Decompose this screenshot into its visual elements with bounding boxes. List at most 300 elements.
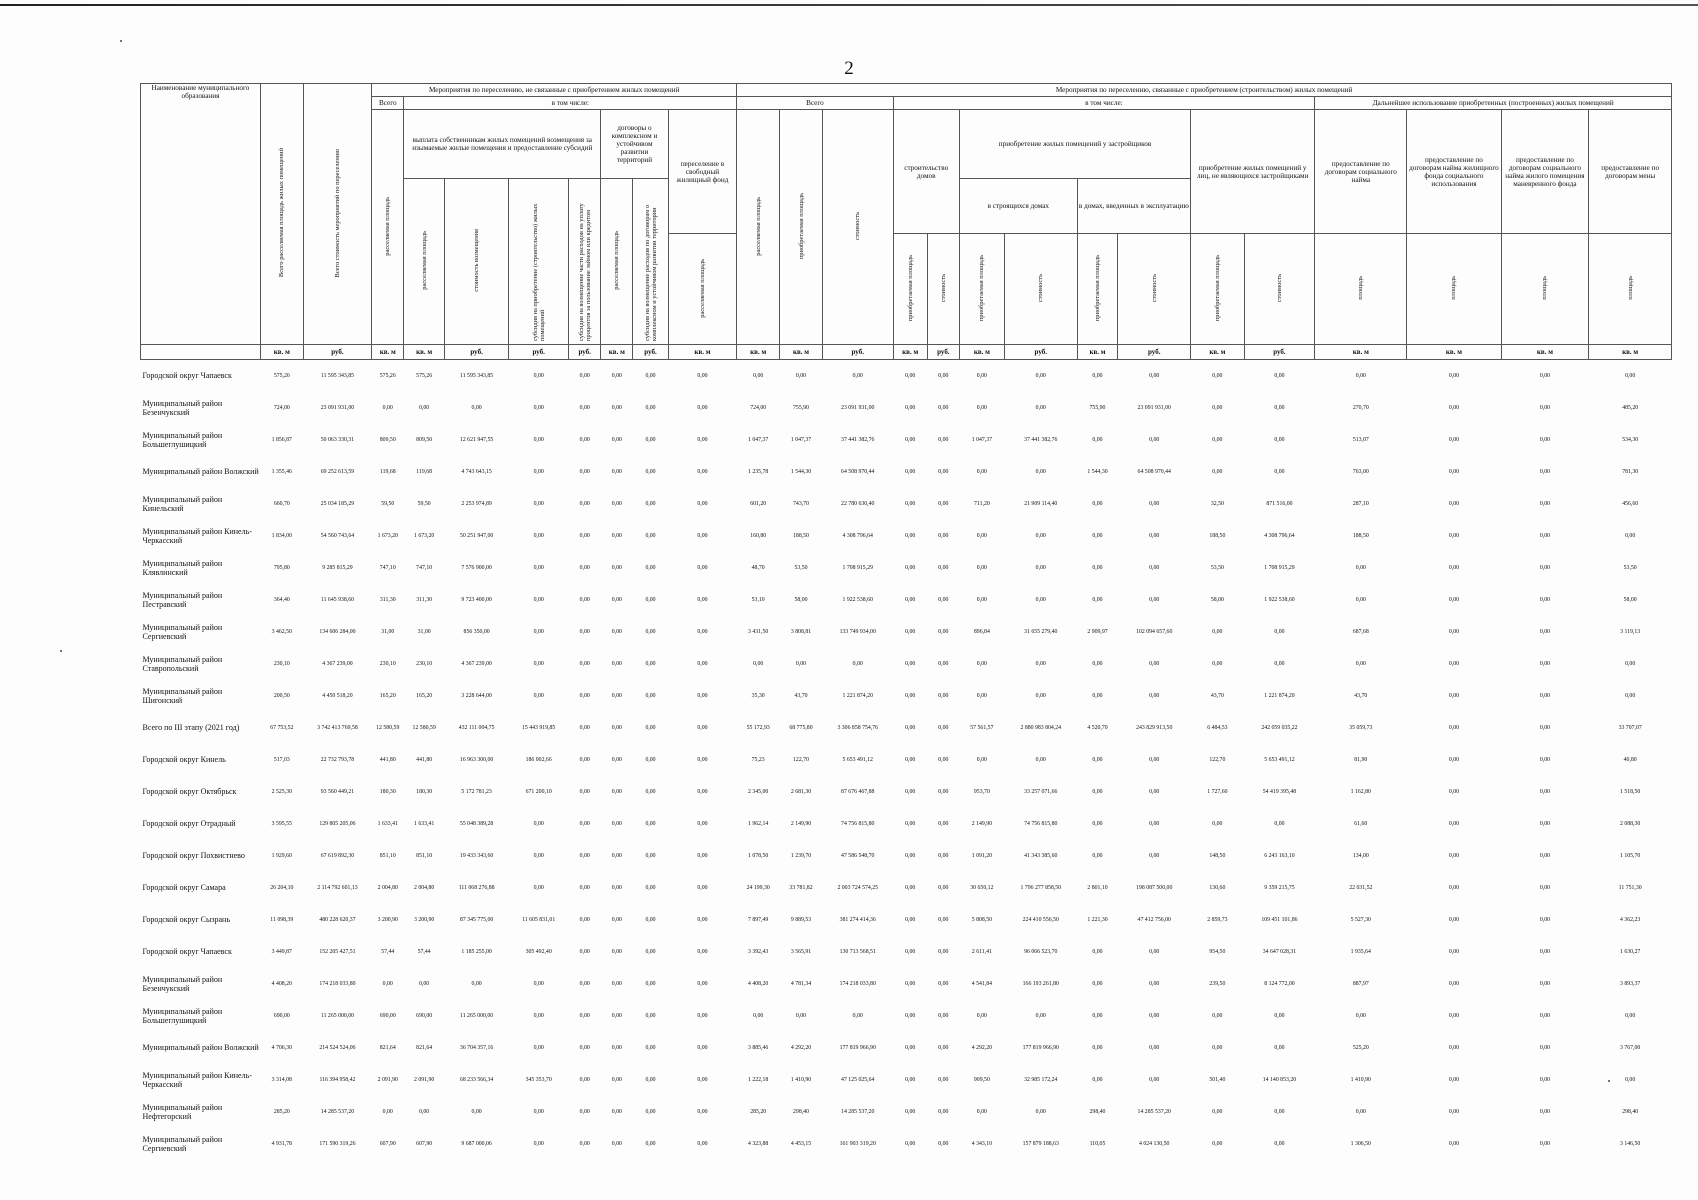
table-cell: 0,00 bbox=[579, 948, 590, 955]
table-cell: 0,00 bbox=[1274, 660, 1285, 667]
table-cell: 0,00 bbox=[645, 948, 656, 955]
table-cell: 130 713 568,51 bbox=[839, 948, 876, 955]
table-cell: 59,50 bbox=[417, 500, 431, 507]
table-cell: 2 088,30 bbox=[1620, 820, 1641, 827]
table-cell: 0,00 bbox=[976, 1108, 987, 1115]
table-cell: 1 518,50 bbox=[1620, 788, 1641, 795]
header-v-tom-chisle-1: в том числе: bbox=[404, 97, 737, 110]
table-cell: 188,50 bbox=[793, 532, 809, 539]
table-cell: 0,00 bbox=[645, 1012, 656, 1019]
table-cell: 0,00 bbox=[852, 1012, 863, 1019]
table-cell: 0,00 bbox=[611, 852, 622, 859]
row-name: Муниципальный район Большеглушицкий bbox=[142, 1006, 223, 1025]
unit-cell: руб. bbox=[1244, 345, 1315, 360]
table-cell: 364,40 bbox=[273, 596, 290, 603]
row-name: Муниципальный район Кинель-Черкасский bbox=[142, 526, 252, 545]
table-row bbox=[141, 1032, 1672, 1064]
table-cell: 14 285 537,20 bbox=[1137, 1108, 1171, 1115]
table-cell: 0,00 bbox=[697, 500, 708, 507]
table-cell: 0,00 bbox=[611, 692, 622, 699]
table-cell: 12 580,59 bbox=[412, 724, 436, 731]
table-cell: 11 265 000,00 bbox=[320, 1012, 355, 1019]
table-cell: 0,00 bbox=[1448, 692, 1460, 699]
table-cell: 0,00 bbox=[533, 980, 544, 987]
header-acq-non-developers: приобретение жилых помещений у лиц, не являющихся застройщиками bbox=[1191, 110, 1315, 234]
table-cell: 174 218 033,80 bbox=[319, 980, 356, 987]
header-acq-developers: приобретение жилых помещений у застройщиков bbox=[959, 110, 1190, 179]
table-cell: 23 091 931,00 bbox=[320, 404, 355, 411]
table-cell: 311,30 bbox=[379, 596, 396, 603]
table-cell: 0,00 bbox=[905, 532, 916, 539]
table-cell: 0,00 bbox=[1539, 596, 1551, 603]
row-name: Городской округ Октябрьск bbox=[142, 787, 237, 796]
table-cell: 0,00 bbox=[697, 820, 708, 827]
table-cell: 0,00 bbox=[1448, 756, 1460, 763]
table-cell: 0,00 bbox=[1625, 372, 1636, 379]
table-cell: 81,90 bbox=[1354, 756, 1368, 763]
table-cell: 0,00 bbox=[1448, 660, 1460, 667]
table-cell: 0,00 bbox=[419, 980, 430, 987]
unit-cell: руб. bbox=[444, 345, 508, 360]
table-cell: 177 819 966,90 bbox=[1022, 1044, 1059, 1051]
table-cell: 0,00 bbox=[697, 436, 708, 443]
table-cell: 0,00 bbox=[905, 788, 916, 795]
scan-speck bbox=[120, 40, 122, 42]
table-cell: 747,10 bbox=[379, 564, 396, 571]
table-cell: 0,00 bbox=[1448, 980, 1460, 987]
table-row bbox=[141, 424, 1672, 456]
table-cell: 32 985 172,24 bbox=[1024, 1076, 1058, 1083]
table-cell: 1 544,30 bbox=[1087, 468, 1108, 475]
table-cell: 0,00 bbox=[697, 628, 708, 635]
table-cell: 0,00 bbox=[697, 596, 708, 603]
table-cell: 0,00 bbox=[938, 532, 949, 539]
table-cell: 0,00 bbox=[645, 884, 656, 891]
table-cell: 0,00 bbox=[1448, 788, 1460, 795]
table-cell: 0,00 bbox=[1539, 820, 1551, 827]
header-contracts: договоры о комплексном и устойчивом развитии территорий bbox=[601, 110, 668, 179]
table-cell: 67 753,52 bbox=[270, 724, 294, 731]
table-cell: 0,00 bbox=[645, 756, 656, 763]
table-cell: 0,00 bbox=[579, 756, 590, 763]
table-cell: 0,00 bbox=[1035, 660, 1046, 667]
table-cell: 31,00 bbox=[417, 628, 431, 635]
table-cell: 0,00 bbox=[1274, 1012, 1285, 1019]
table-cell: 0,00 bbox=[1539, 660, 1551, 667]
table-row bbox=[141, 584, 1672, 616]
unit-cell: кв. м bbox=[737, 345, 780, 360]
table-cell: 3 119,13 bbox=[1620, 628, 1641, 635]
table-cell: 74 756 815,80 bbox=[1024, 820, 1058, 827]
table-cell: 0,00 bbox=[1092, 788, 1103, 795]
table-cell: 58,00 bbox=[794, 596, 808, 603]
table-cell: 0,00 bbox=[1448, 500, 1460, 507]
row-name: Муниципальный район Кинель-Черкасский bbox=[142, 1070, 252, 1089]
table-cell: 14 285 537,20 bbox=[320, 1108, 355, 1115]
table-cell: 4 408,20 bbox=[748, 980, 769, 987]
table-cell: 55 048 389,28 bbox=[459, 820, 494, 827]
table-cell: 0,00 bbox=[579, 660, 590, 667]
table-cell: 2 345,00 bbox=[748, 788, 769, 795]
table-cell: 0,00 bbox=[611, 916, 622, 923]
table-cell: 74 756 815,80 bbox=[841, 820, 875, 827]
header-fu-exchange: предоставление по договорам мены bbox=[1589, 110, 1672, 234]
table-cell: 0,00 bbox=[645, 724, 656, 731]
table-cell: 0,00 bbox=[795, 372, 807, 379]
table-cell: 0,00 bbox=[1274, 820, 1285, 827]
table-cell: 3 742 413 769,58 bbox=[317, 724, 358, 731]
row-name: Муниципальный район Сергиевский bbox=[142, 622, 223, 641]
table-cell: 781,30 bbox=[1622, 468, 1639, 475]
row-name: Городской округ Похвистнево bbox=[142, 851, 245, 860]
table-cell: 0,00 bbox=[1539, 948, 1551, 955]
table-cell: 0,00 bbox=[419, 1108, 430, 1115]
table-cell: 0,00 bbox=[579, 628, 590, 635]
unit-cell: кв. м bbox=[404, 345, 445, 360]
table-cell: 0,00 bbox=[938, 436, 949, 443]
table-cell: 14 140 853,20 bbox=[1262, 1076, 1297, 1083]
header-contracts-resettled-area: расселяемая площадь bbox=[601, 179, 633, 345]
table-cell: 690,00 bbox=[379, 1012, 396, 1019]
table-cell: 0,00 bbox=[1092, 436, 1103, 443]
row-name: Муниципальный район Сергиевский bbox=[142, 1134, 223, 1153]
scan-speck bbox=[60, 650, 62, 652]
table-cell: 96 066 523,70 bbox=[1024, 948, 1058, 955]
table-cell: 0,00 bbox=[1035, 404, 1046, 411]
table-cell: 0,00 bbox=[1448, 1044, 1460, 1051]
table-cell: 0,00 bbox=[1539, 692, 1551, 699]
table-cell: 0,00 bbox=[905, 436, 916, 443]
table-cell: 0,00 bbox=[611, 500, 622, 507]
table-cell: 0,00 bbox=[905, 628, 916, 635]
table-cell: 0,00 bbox=[1355, 660, 1366, 667]
table-cell: 2 909,97 bbox=[1087, 628, 1108, 635]
header-group-not-acquisition: Мероприятия по переселению, не связанные с приобретением жилых помещений bbox=[372, 84, 737, 97]
table-cell: 177 819 966,90 bbox=[839, 1044, 876, 1051]
table-cell: 1 235,78 bbox=[748, 468, 769, 475]
table-cell: 0,00 bbox=[533, 1140, 544, 1147]
table-cell: 33 781,82 bbox=[789, 884, 813, 891]
table-cell: 687,68 bbox=[1352, 628, 1369, 635]
table-cell: 0,00 bbox=[795, 660, 807, 667]
table-row bbox=[141, 360, 1672, 392]
table-row bbox=[141, 936, 1672, 968]
table-cell: 0,00 bbox=[579, 468, 590, 475]
table-cell: 53,50 bbox=[1210, 564, 1224, 571]
table-cell: 0,00 bbox=[905, 564, 916, 571]
table-cell: 148,50 bbox=[1209, 852, 1226, 859]
table-cell: 188,50 bbox=[1209, 532, 1226, 539]
table-cell: 2 091,90 bbox=[377, 1076, 398, 1083]
table-cell: 119,68 bbox=[379, 468, 396, 475]
header-in-construction: в строящихся домах bbox=[959, 179, 1077, 234]
table-cell: 0,00 bbox=[645, 1140, 656, 1147]
table-cell: 93 560 449,21 bbox=[320, 788, 355, 795]
table-cell: 0,00 bbox=[938, 596, 949, 603]
unit-cell: руб. bbox=[303, 345, 372, 360]
table-cell: 0,00 bbox=[1035, 692, 1046, 699]
table-cell: 1 410,90 bbox=[1350, 1076, 1371, 1083]
table-cell: 24 199,30 bbox=[746, 884, 770, 891]
table-cell: 0,00 bbox=[905, 884, 916, 891]
table-cell: 1 222,18 bbox=[748, 1076, 769, 1083]
table-cell: 0,00 bbox=[471, 404, 482, 411]
table-cell: 0,00 bbox=[645, 628, 656, 635]
table-cell: 6 484,53 bbox=[1207, 724, 1228, 731]
table-cell: 33 707,07 bbox=[1618, 724, 1642, 731]
table-cell: 2 880 983 804,24 bbox=[1020, 724, 1062, 731]
table-cell: 0,00 bbox=[1212, 468, 1223, 475]
table-cell: 35 059,73 bbox=[1349, 724, 1373, 731]
table-cell: 0,00 bbox=[1149, 788, 1160, 795]
table-cell: 61,60 bbox=[1354, 820, 1368, 827]
table-cell: 0,00 bbox=[905, 1012, 916, 1019]
table-cell: 47 125 025,64 bbox=[841, 1076, 875, 1083]
header-payout-cost-compensation: стоимость возмещения bbox=[444, 179, 508, 345]
table-cell: 441,80 bbox=[416, 756, 433, 763]
table-cell: 0,00 bbox=[697, 1076, 708, 1083]
row-name: Муниципальный район Большеглушицкий bbox=[142, 430, 223, 449]
table-cell: 31 655 279,40 bbox=[1024, 628, 1058, 635]
header-construction-area: приобретаемая площадь bbox=[893, 234, 927, 345]
table-cell: 3 146,50 bbox=[1620, 1140, 1641, 1147]
table-cell: 0,00 bbox=[1448, 372, 1460, 379]
header-subsidy-acq: субсидия на приобретение (строительство) жилых помещений bbox=[509, 179, 569, 345]
table-cell: 0,00 bbox=[579, 532, 590, 539]
table-cell: 0,00 bbox=[1625, 1012, 1636, 1019]
table-cell: 2 859,73 bbox=[1207, 916, 1228, 923]
table-cell: 0,00 bbox=[1539, 564, 1551, 571]
table-cell: 821,64 bbox=[416, 1044, 433, 1051]
table-cell: 54 560 743,64 bbox=[320, 532, 355, 539]
table-cell: 0,00 bbox=[1539, 1108, 1551, 1115]
table-cell: 0,00 bbox=[1448, 724, 1460, 731]
table-cell: 0,00 bbox=[1035, 564, 1046, 571]
table-cell: 0,00 bbox=[938, 1012, 949, 1019]
table-cell: 0,00 bbox=[533, 820, 544, 827]
table-cell: 54 419 395,48 bbox=[1262, 788, 1297, 795]
table-cell: 21 909 114,40 bbox=[1024, 500, 1058, 507]
table-cell: 0,00 bbox=[1448, 820, 1460, 827]
row-name: Городской округ Отрадный bbox=[142, 819, 236, 828]
row-name: Городской округ Чапаевск bbox=[142, 947, 232, 956]
table-cell: 0,00 bbox=[976, 372, 987, 379]
table-body bbox=[141, 360, 1672, 1160]
scan-top-edge bbox=[0, 4, 1698, 6]
table-cell: 0,00 bbox=[471, 980, 482, 987]
table-cell: 1 922 538,60 bbox=[842, 596, 873, 603]
table-cell: 0,00 bbox=[611, 1012, 622, 1019]
table-cell: 171 590 319,26 bbox=[319, 1140, 356, 1147]
table-cell: 0,00 bbox=[697, 884, 708, 891]
table-cell: 160,80 bbox=[750, 532, 767, 539]
header-vsego-2: Всего bbox=[737, 97, 893, 110]
table-cell: 0,00 bbox=[611, 1044, 622, 1051]
table-cell: 0,00 bbox=[1274, 404, 1285, 411]
table-cell: 0,00 bbox=[579, 916, 590, 923]
table-cell: 0,00 bbox=[1539, 404, 1551, 411]
table-cell: 0,00 bbox=[1092, 852, 1103, 859]
table-cell: 0,00 bbox=[976, 468, 987, 475]
table-cell: 3 200,90 bbox=[377, 916, 398, 923]
table-cell: 9 889,53 bbox=[790, 916, 812, 923]
table-cell: 0,00 bbox=[645, 788, 656, 795]
table-cell: 0,00 bbox=[905, 756, 916, 763]
table-cell: 0,00 bbox=[1539, 852, 1551, 859]
table-cell: 0,00 bbox=[1035, 1108, 1046, 1115]
table-cell: 11 605 831,01 bbox=[522, 916, 556, 923]
table-cell: 166 193 261,80 bbox=[1022, 980, 1059, 987]
table-cell: 152 205 427,51 bbox=[319, 948, 356, 955]
unit-cell: кв. м bbox=[893, 345, 927, 360]
table-cell: 53,50 bbox=[794, 564, 808, 571]
table-cell: 0,00 bbox=[579, 1140, 590, 1147]
row-name: Муниципальный район Нефтегорский bbox=[142, 1102, 223, 1121]
table-cell: 432 111 004,75 bbox=[458, 724, 495, 731]
table-cell: 37 441 382,76 bbox=[841, 436, 875, 443]
table-cell: 4 292,20 bbox=[971, 1044, 993, 1051]
table-cell: 3 808,81 bbox=[790, 628, 812, 635]
table-cell: 0,00 bbox=[1274, 436, 1285, 443]
table-cell: 0,00 bbox=[1092, 1044, 1103, 1051]
table-cell: 59,50 bbox=[381, 500, 395, 507]
header-in-construction-cost: стоимость bbox=[1004, 234, 1077, 345]
table-cell: 2 003 724 574,25 bbox=[837, 884, 879, 891]
table-cell: 165,20 bbox=[379, 692, 396, 699]
table-cell: 4 541,84 bbox=[971, 980, 993, 987]
unit-cell: кв. м bbox=[1315, 345, 1407, 360]
table-cell: 40,80 bbox=[1623, 756, 1637, 763]
table-cell: 0,00 bbox=[1092, 500, 1103, 507]
table-cell: 0,00 bbox=[579, 724, 590, 731]
table-cell: 180,30 bbox=[416, 788, 433, 795]
table-cell: 601,20 bbox=[750, 500, 767, 507]
table-cell: 501,40 bbox=[1209, 1076, 1226, 1083]
table-cell: 0,00 bbox=[1274, 1108, 1285, 1115]
table-cell: 0,00 bbox=[1212, 404, 1223, 411]
table-cell: 1 078,50 bbox=[748, 852, 769, 859]
table-cell: 4 408,20 bbox=[271, 980, 292, 987]
table-cell: 0,00 bbox=[938, 756, 949, 763]
table-cell: 3 200,90 bbox=[414, 916, 435, 923]
table-row bbox=[141, 808, 1672, 840]
table-cell: 0,00 bbox=[645, 372, 656, 379]
table-cell: 456,60 bbox=[1622, 500, 1639, 507]
table-row bbox=[141, 872, 1672, 904]
table-cell: 0,00 bbox=[1539, 1076, 1551, 1083]
table-cell: 0,00 bbox=[1448, 1140, 1460, 1147]
table-cell: 0,00 bbox=[1149, 1044, 1160, 1051]
table-cell: 1 708 915,29 bbox=[842, 564, 873, 571]
table-cell: 2 149,90 bbox=[790, 820, 812, 827]
table-cell: 87 676 467,88 bbox=[841, 788, 875, 795]
table-cell: 1 633,41 bbox=[414, 820, 435, 827]
table-row bbox=[141, 840, 1672, 872]
header-nondev-cost: стоимость bbox=[1244, 234, 1315, 345]
table-cell: 0,00 bbox=[697, 1140, 708, 1147]
table-cell: 1 221,30 bbox=[1087, 916, 1108, 923]
header-fu-social: предоставление по договорам социального найма bbox=[1315, 110, 1407, 234]
header-payout: выплата собственникам жилых помещений возмещения за изымаемые жилые помещения и предоставление субсидий bbox=[404, 110, 601, 179]
table-row bbox=[141, 488, 1672, 520]
table-cell: 0,00 bbox=[1448, 468, 1460, 475]
table-cell: 69 252 613,59 bbox=[320, 468, 355, 475]
table-cell: 0,00 bbox=[1035, 372, 1046, 379]
table-cell: 0,00 bbox=[1448, 1012, 1460, 1019]
table-cell: 0,00 bbox=[1092, 1076, 1103, 1083]
table-cell: 0,00 bbox=[611, 756, 622, 763]
table-cell: 214 524 524,06 bbox=[319, 1044, 356, 1051]
table-cell: 57 561,57 bbox=[970, 724, 994, 731]
unit-cell: кв. м bbox=[601, 345, 633, 360]
table-cell: 3 431,50 bbox=[748, 628, 769, 635]
table-cell: 4 343,10 bbox=[971, 1140, 993, 1147]
table-cell: 1 105,70 bbox=[1620, 852, 1641, 859]
unit-cell: руб. bbox=[822, 345, 893, 360]
table-cell: 0,00 bbox=[645, 500, 656, 507]
table-cell: 7 897,49 bbox=[748, 916, 769, 923]
table-row bbox=[141, 1000, 1672, 1032]
table-cell: 67 619 892,30 bbox=[320, 852, 355, 859]
table-cell: 0,00 bbox=[905, 404, 916, 411]
header-construction: строительство домов bbox=[893, 110, 959, 234]
table-cell: 0,00 bbox=[579, 692, 590, 699]
table-cell: 9 285 815,29 bbox=[322, 564, 353, 571]
table-row bbox=[141, 680, 1672, 712]
table-cell: 3 595,55 bbox=[271, 820, 292, 827]
table-cell: 58,00 bbox=[1623, 596, 1637, 603]
table-row bbox=[141, 1096, 1672, 1128]
table-cell: 0,00 bbox=[533, 532, 544, 539]
table-cell: 0,00 bbox=[611, 468, 622, 475]
unit-cell: руб. bbox=[927, 345, 959, 360]
units-row bbox=[141, 345, 1672, 360]
table-cell: 64 508 970,44 bbox=[841, 468, 875, 475]
table-cell: 242 059 035,22 bbox=[1261, 724, 1298, 731]
table-cell: 0,00 bbox=[1149, 852, 1160, 859]
table-cell: 36 704 357,16 bbox=[459, 1044, 494, 1051]
table-cell: 1 673,20 bbox=[414, 532, 435, 539]
table-cell: 0,00 bbox=[1149, 660, 1160, 667]
table-cell: 0,00 bbox=[533, 628, 544, 635]
table-cell: 0,00 bbox=[1448, 532, 1460, 539]
table-cell: 119,68 bbox=[416, 468, 433, 475]
table-cell: 0,00 bbox=[905, 500, 916, 507]
table-cell: 47 412 756,00 bbox=[1137, 916, 1171, 923]
table-cell: 5 653 491,12 bbox=[842, 756, 873, 763]
table-cell: 200,50 bbox=[273, 692, 290, 699]
table-cell: 43,70 bbox=[794, 692, 808, 699]
table-cell: 0,00 bbox=[533, 884, 544, 891]
table-cell: 285,20 bbox=[750, 1108, 767, 1115]
table-cell: 0,00 bbox=[1448, 884, 1460, 891]
table-cell: 0,00 bbox=[938, 660, 949, 667]
row-name: Муниципальный район Ставропольский bbox=[142, 654, 223, 673]
table-cell: 0,00 bbox=[697, 852, 708, 859]
table-cell: 0,00 bbox=[938, 628, 949, 635]
table-cell: 0,00 bbox=[1092, 660, 1103, 667]
header-free-fund-area: расселяемая площадь bbox=[668, 234, 737, 345]
table-cell: 122,70 bbox=[793, 756, 809, 763]
table-cell: 174 218 033,80 bbox=[839, 980, 876, 987]
row-name: Городской округ Чапаевск bbox=[142, 371, 232, 381]
table-cell: 0,00 bbox=[1448, 916, 1460, 923]
header-group-acquisition: Мероприятия по переселению, связанные с приобретением (строительством) жилых помещений bbox=[737, 84, 1672, 97]
table-cell: 64 508 970,44 bbox=[1137, 468, 1171, 475]
table-cell: 1 221 874,20 bbox=[1264, 692, 1295, 699]
table-cell: 851,10 bbox=[416, 852, 433, 859]
table-cell: 0,00 bbox=[471, 1108, 482, 1115]
